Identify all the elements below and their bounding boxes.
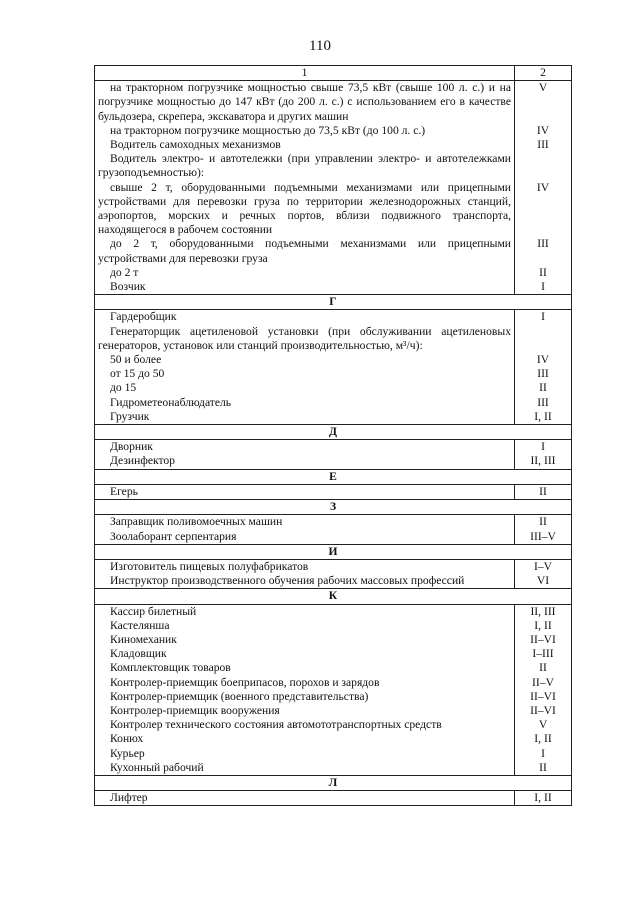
category-value: II–V	[515, 676, 572, 690]
table-row	[95, 484, 572, 499]
category-value: IV	[515, 181, 572, 238]
table-row	[95, 266, 572, 280]
page-number: 110	[309, 38, 331, 54]
table-row	[95, 690, 572, 704]
profession-name: Контролер-приемщик (военного представительства)	[95, 690, 515, 704]
category-value: I	[515, 440, 572, 455]
profession-name: Зоолаборант серпентария	[95, 530, 515, 545]
profession-name: Контролер-приемщик вооружения	[95, 704, 515, 718]
category-value: III	[515, 237, 572, 265]
table-row	[95, 325, 572, 353]
table-row	[95, 353, 572, 367]
category-value: II	[515, 266, 572, 280]
category-value: III	[515, 396, 572, 410]
profession-name: Грузчик	[95, 410, 515, 425]
profession-name: Комплектовщик товаров	[95, 661, 515, 675]
category-value: IV	[515, 124, 572, 138]
profession-name: Водитель электро- и автотележки (при управлении электро- и автотележками грузоподъемностью):	[95, 152, 515, 180]
table-row	[95, 440, 572, 455]
profession-name: на тракторном погрузчике мощностью свыше 73,5 кВт (свыше 100 л. с.) и на погрузчике мощностью до 147 кВт (до 200 л. с.) с использованием его в качестве бульдозера, скрепера, экскаватора и других машин	[95, 81, 515, 124]
profession-name: Водитель самоходных механизмов	[95, 138, 515, 152]
category-value: II	[515, 515, 572, 530]
category-value: II–VI	[515, 633, 572, 647]
profession-name: Кассир билетный	[95, 604, 515, 619]
professions-table	[94, 65, 572, 806]
table-row	[95, 410, 572, 425]
category-value: V	[515, 718, 572, 732]
category-value: III	[515, 138, 572, 152]
table-row	[95, 152, 572, 180]
table-row	[95, 280, 572, 295]
table-row	[95, 515, 572, 530]
table-row	[95, 676, 572, 690]
section-letter: К	[95, 589, 572, 604]
table-row	[95, 574, 572, 589]
table-body	[95, 66, 572, 806]
letter-section-row	[95, 295, 572, 310]
category-value: I	[515, 280, 572, 295]
profession-name: на тракторном погрузчике мощностью до 73,5 кВт (до 100 л. с.)	[95, 124, 515, 138]
category-value: VI	[515, 574, 572, 589]
profession-name: Кухонный рабочий	[95, 761, 515, 776]
letter-section-row	[95, 589, 572, 604]
profession-name: Гидрометеонаблюдатель	[95, 396, 515, 410]
table-row	[95, 761, 572, 776]
profession-name: до 15	[95, 381, 515, 395]
profession-name: Инструктор производственного обучения рабочих массовых профессий	[95, 574, 515, 589]
category-value: I–V	[515, 559, 572, 574]
table-row	[95, 237, 572, 265]
table-row	[95, 633, 572, 647]
category-value: I, II	[515, 410, 572, 425]
table-row	[95, 619, 572, 633]
category-value: II–VI	[515, 690, 572, 704]
table-row	[95, 559, 572, 574]
category-value: I, II	[515, 791, 572, 806]
profession-name: Лифтер	[95, 791, 515, 806]
category-value: II, III	[515, 604, 572, 619]
table-row	[95, 310, 572, 325]
table-row	[95, 381, 572, 395]
table-row	[95, 138, 572, 152]
section-letter: И	[95, 544, 572, 559]
table-row	[95, 454, 572, 469]
category-value: II	[515, 761, 572, 776]
table-row	[95, 124, 572, 138]
category-value	[515, 325, 572, 353]
profession-name: от 15 до 50	[95, 367, 515, 381]
table-row	[95, 81, 572, 124]
profession-name: Егерь	[95, 484, 515, 499]
section-letter: З	[95, 500, 572, 515]
category-value: I	[515, 310, 572, 325]
profession-name: Гардеробщик	[95, 310, 515, 325]
category-value	[515, 152, 572, 180]
section-letter: Л	[95, 775, 572, 790]
letter-section-row	[95, 544, 572, 559]
section-letter: Е	[95, 469, 572, 484]
letter-section-row	[95, 775, 572, 790]
category-value: IV	[515, 353, 572, 367]
profession-name: Дворник	[95, 440, 515, 455]
table-row	[95, 704, 572, 718]
category-value: I–III	[515, 647, 572, 661]
profession-name: Кладовщик	[95, 647, 515, 661]
profession-name: до 2 т, оборудованными подъемными механизмами или прицепными устройствами для перевозки груза	[95, 237, 515, 265]
profession-name: Контролер технического состояния автомототранспортных средств	[95, 718, 515, 732]
profession-name: Кастелянша	[95, 619, 515, 633]
table-row	[95, 661, 572, 675]
header-col-2: 2	[515, 66, 572, 81]
category-value: V	[515, 81, 572, 124]
table-row	[95, 718, 572, 732]
profession-name: 50 и более	[95, 353, 515, 367]
table-row	[95, 791, 572, 806]
section-letter: Г	[95, 295, 572, 310]
table-row	[95, 530, 572, 545]
category-value: I, II	[515, 732, 572, 746]
profession-name: Возчик	[95, 280, 515, 295]
profession-name: Дезинфектор	[95, 454, 515, 469]
letter-section-row	[95, 469, 572, 484]
category-value: II, III	[515, 454, 572, 469]
category-value: II	[515, 381, 572, 395]
profession-name: Изготовитель пищевых полуфабрикатов	[95, 559, 515, 574]
table-row	[95, 647, 572, 661]
table-row	[95, 732, 572, 746]
profession-name: Конюх	[95, 732, 515, 746]
profession-name: свыше 2 т, оборудованными подъемными механизмами или прицепными устройствами для перевозки груза по территории железнодорожных станций, аэропортов, морских и речных портов, вблизи подвижного транспорта, находящегося в рабочем состоянии	[95, 181, 515, 238]
category-value: I, II	[515, 619, 572, 633]
table-row	[95, 747, 572, 761]
category-value: III–V	[515, 530, 572, 545]
table-row	[95, 181, 572, 238]
profession-name: до 2 т	[95, 266, 515, 280]
letter-section-row	[95, 500, 572, 515]
category-value: I	[515, 747, 572, 761]
category-value: II–VI	[515, 704, 572, 718]
header-col-1: 1	[95, 66, 515, 81]
table-row	[95, 396, 572, 410]
table-header-row	[95, 66, 572, 81]
table-row	[95, 367, 572, 381]
profession-name: Заправщик поливомоечных машин	[95, 515, 515, 530]
profession-name: Киномеханик	[95, 633, 515, 647]
category-value: II	[515, 484, 572, 499]
profession-name: Контролер-приемщик боеприпасов, порохов и зарядов	[95, 676, 515, 690]
profession-name: Курьер	[95, 747, 515, 761]
category-value: III	[515, 367, 572, 381]
letter-section-row	[95, 425, 572, 440]
category-value: II	[515, 661, 572, 675]
section-letter: Д	[95, 425, 572, 440]
profession-name: Генераторщик ацетиленовой установки (при обслуживании ацетиленовых генераторов, установок или станций производительностью, м³/ч):	[95, 325, 515, 353]
table-row	[95, 604, 572, 619]
